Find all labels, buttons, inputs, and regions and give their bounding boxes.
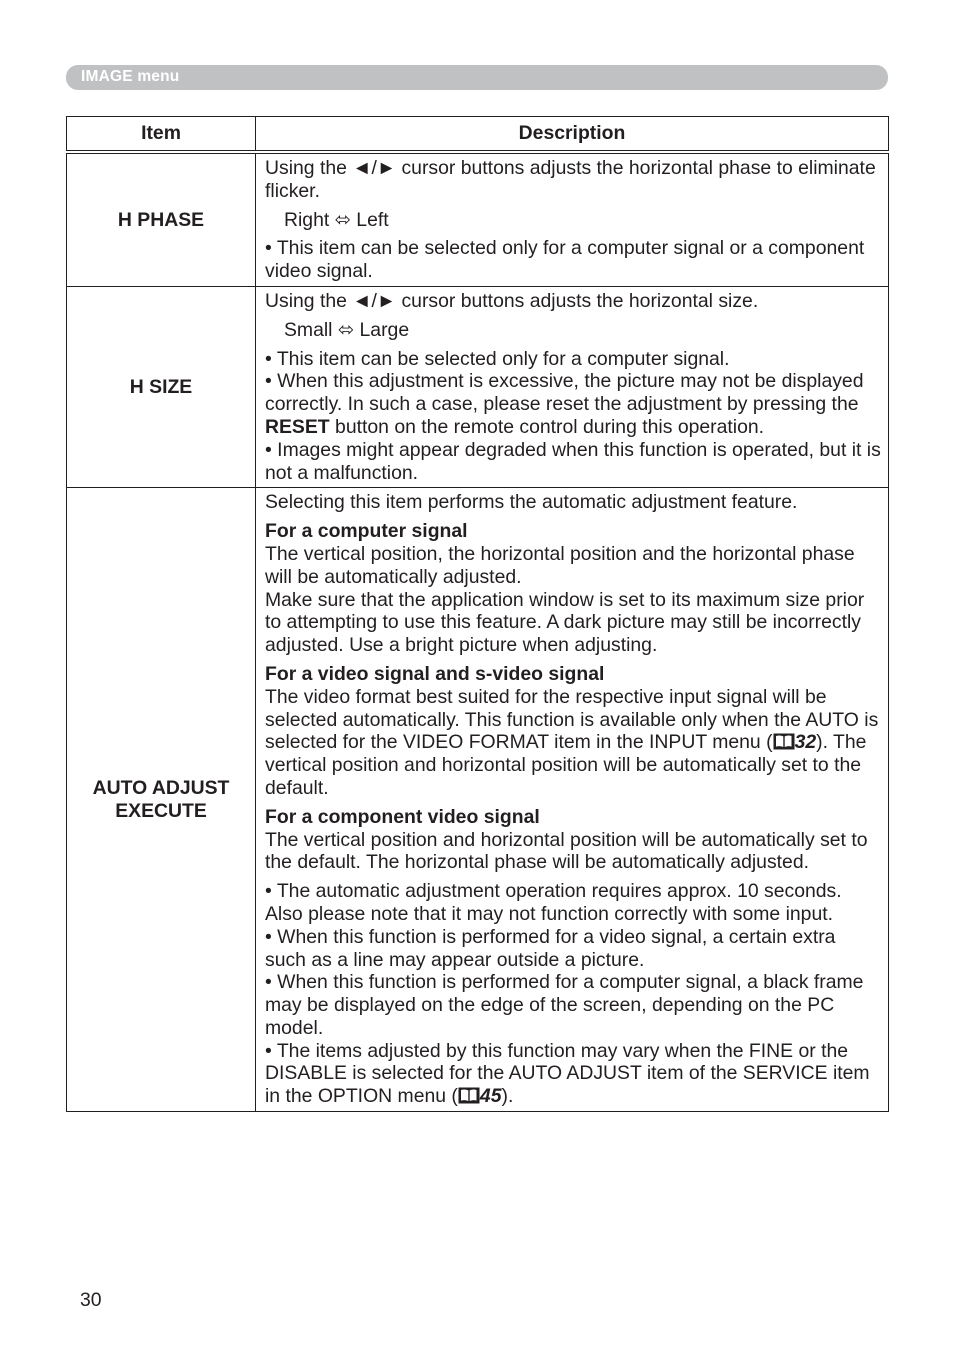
description-cell-auto-adjust-execute — [256, 488, 889, 1112]
auto-adjust-intro: Selecting this item performs the automatic adjustment feature. — [265, 491, 798, 514]
video-signal-heading: For a video signal and s-video signal — [265, 662, 605, 685]
section-title: IMAGE menu — [81, 68, 180, 85]
video-signal-text-b: ). The vertical position and horizontal position will be automatically set to the default. — [265, 731, 867, 799]
component-signal-text: The vertical position and horizontal position will be automatically set to the default. The horizontal phase will be automatically adjusted. — [265, 828, 868, 874]
computer-signal-text-2: Make sure that the application window is set to its maximum size prior to attempting to use this feature. A dark picture may still be incorrectly adjusted. Use a bright picture when adjusting. — [265, 588, 865, 657]
component-signal-heading: For a component video signal — [265, 805, 540, 828]
table-row-auto-adjust-execute — [67, 488, 889, 1112]
item-cell-h-phase: H PHASE — [67, 152, 256, 286]
reset-keyword: RESET — [265, 415, 330, 438]
video-signal-text-a: The video format best suited for the respective input signal will be selected automatically. This function is available only when the AUTO is selected for the VIDEO FORMAT item in the INPUT menu ( — [265, 685, 879, 754]
item-cell-auto-adjust-execute — [67, 488, 256, 1112]
h-phase-range: Right ⬄ Left — [284, 208, 389, 231]
page-reference-32[interactable]: 32 — [794, 731, 817, 754]
book-icon — [773, 733, 795, 750]
table-row-h-phase — [67, 152, 889, 286]
image-menu-table — [66, 116, 889, 1112]
auto-adjust-note-4-a: • The items adjusted by this function may vary when the FINE or the DISABLE is selected for the AUTO ADJUST item of the SERVICE item in the OPTION menu ( — [265, 1039, 870, 1108]
item-label-line-1: AUTO ADJUST — [92, 776, 230, 799]
h-size-range: Small ⬄ Large — [284, 318, 410, 341]
page-reference-45[interactable]: 45 — [479, 1085, 502, 1108]
description-cell-h-size — [256, 286, 889, 487]
video-signal-text — [265, 686, 881, 800]
auto-adjust-note-3: • When this function is performed for a computer signal, a black frame may be displayed on the edge of the screen, depending on the PC model. — [265, 971, 864, 1039]
h-size-note-2 — [265, 370, 881, 438]
table-row-h-size — [67, 286, 889, 487]
h-size-text: Using the ◄/► cursor buttons adjusts the horizontal size. — [265, 289, 759, 312]
auto-adjust-note-4-b: ). — [501, 1085, 514, 1108]
h-size-note-3: • Images might appear degraded when this function is operated, but it is not a malfunction. — [265, 438, 881, 484]
computer-signal-heading: For a computer signal — [265, 520, 468, 543]
auto-adjust-note-4 — [265, 1040, 881, 1108]
h-phase-note: • This item can be selected only for a computer signal or a component video signal. — [265, 237, 865, 283]
computer-signal-text-1: The vertical position, the horizontal position and the horizontal phase will be automatically adjusted. — [265, 542, 855, 588]
description-cell-h-phase — [256, 152, 889, 286]
image-menu-table-wrapper — [66, 116, 888, 1112]
h-size-note-2-c: button on the remote control during this operation. — [329, 415, 765, 438]
section-header-bar — [66, 65, 888, 90]
auto-adjust-note-1: • The automatic adjustment operation requires approx. 10 seconds. Also please note that it may not function correctly with some input. — [265, 880, 842, 925]
column-header-item: Item — [67, 117, 256, 153]
item-label-line-2: EXECUTE — [115, 799, 207, 822]
h-size-note-1: • This item can be selected only for a computer signal. — [265, 347, 730, 370]
book-icon — [458, 1087, 480, 1104]
page-number: 30 — [80, 1289, 102, 1311]
column-header-description: Description — [256, 117, 889, 153]
h-phase-text: Using the ◄/► cursor buttons adjusts the horizontal phase to eliminate flicker. — [265, 157, 876, 202]
item-cell-h-size: H SIZE — [67, 286, 256, 487]
table-header-row — [67, 117, 889, 153]
h-size-note-2-a: • When this adjustment is excessive, the picture may not be displayed correctly. In such a case, please reset the adjustment by pressing the — [265, 370, 864, 416]
auto-adjust-note-2: • When this function is performed for a video signal, a certain extra such as a line may appear outside a picture. — [265, 925, 836, 971]
